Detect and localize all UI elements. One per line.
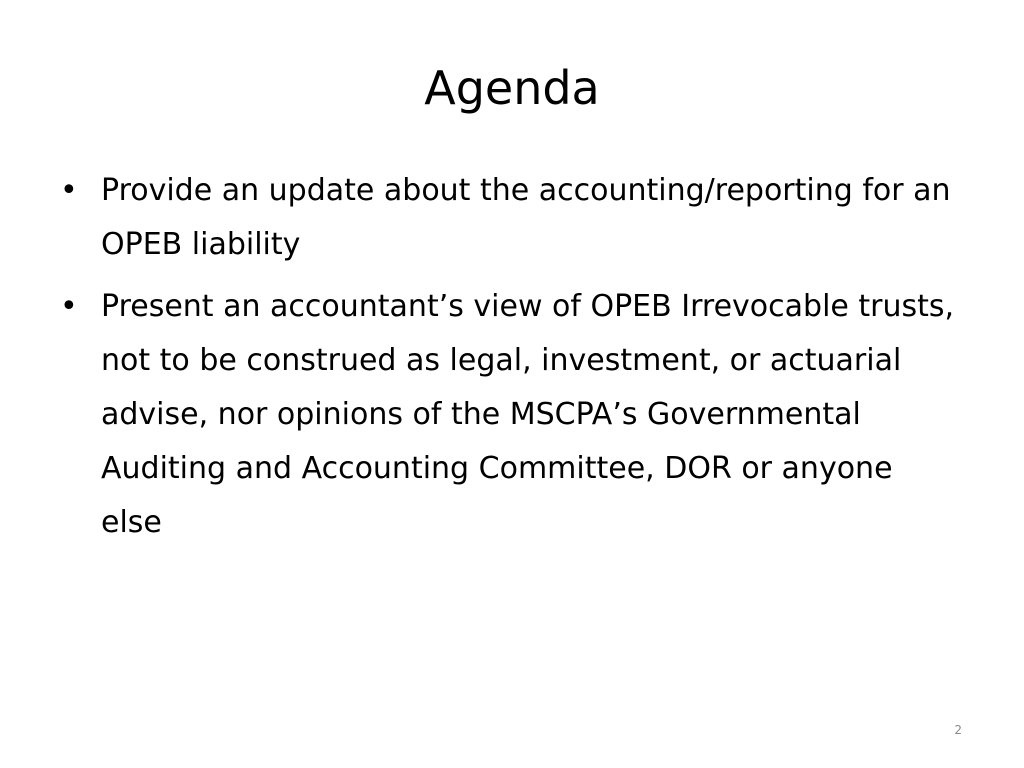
bullet-icon: • bbox=[60, 173, 78, 208]
agenda-item-text: Present an accountant’s view of OPEB Irrevocable trusts, not to be construed as legal, investment, or actuarial advise, nor opinions of the MSCPA’s Governmental Auditing and Accounting Committee, DOR or anyone else bbox=[101, 289, 955, 540]
agenda-list bbox=[58, 164, 958, 558]
agenda-item-text: Provide an update about the accounting/reporting for an OPEB liability bbox=[101, 173, 951, 262]
agenda-item-update bbox=[58, 164, 958, 272]
agenda-item-view bbox=[58, 280, 958, 550]
slide-number: 2 bbox=[954, 723, 962, 737]
slide-title: Agenda bbox=[424, 61, 600, 115]
bullet-icon: • bbox=[60, 289, 78, 324]
